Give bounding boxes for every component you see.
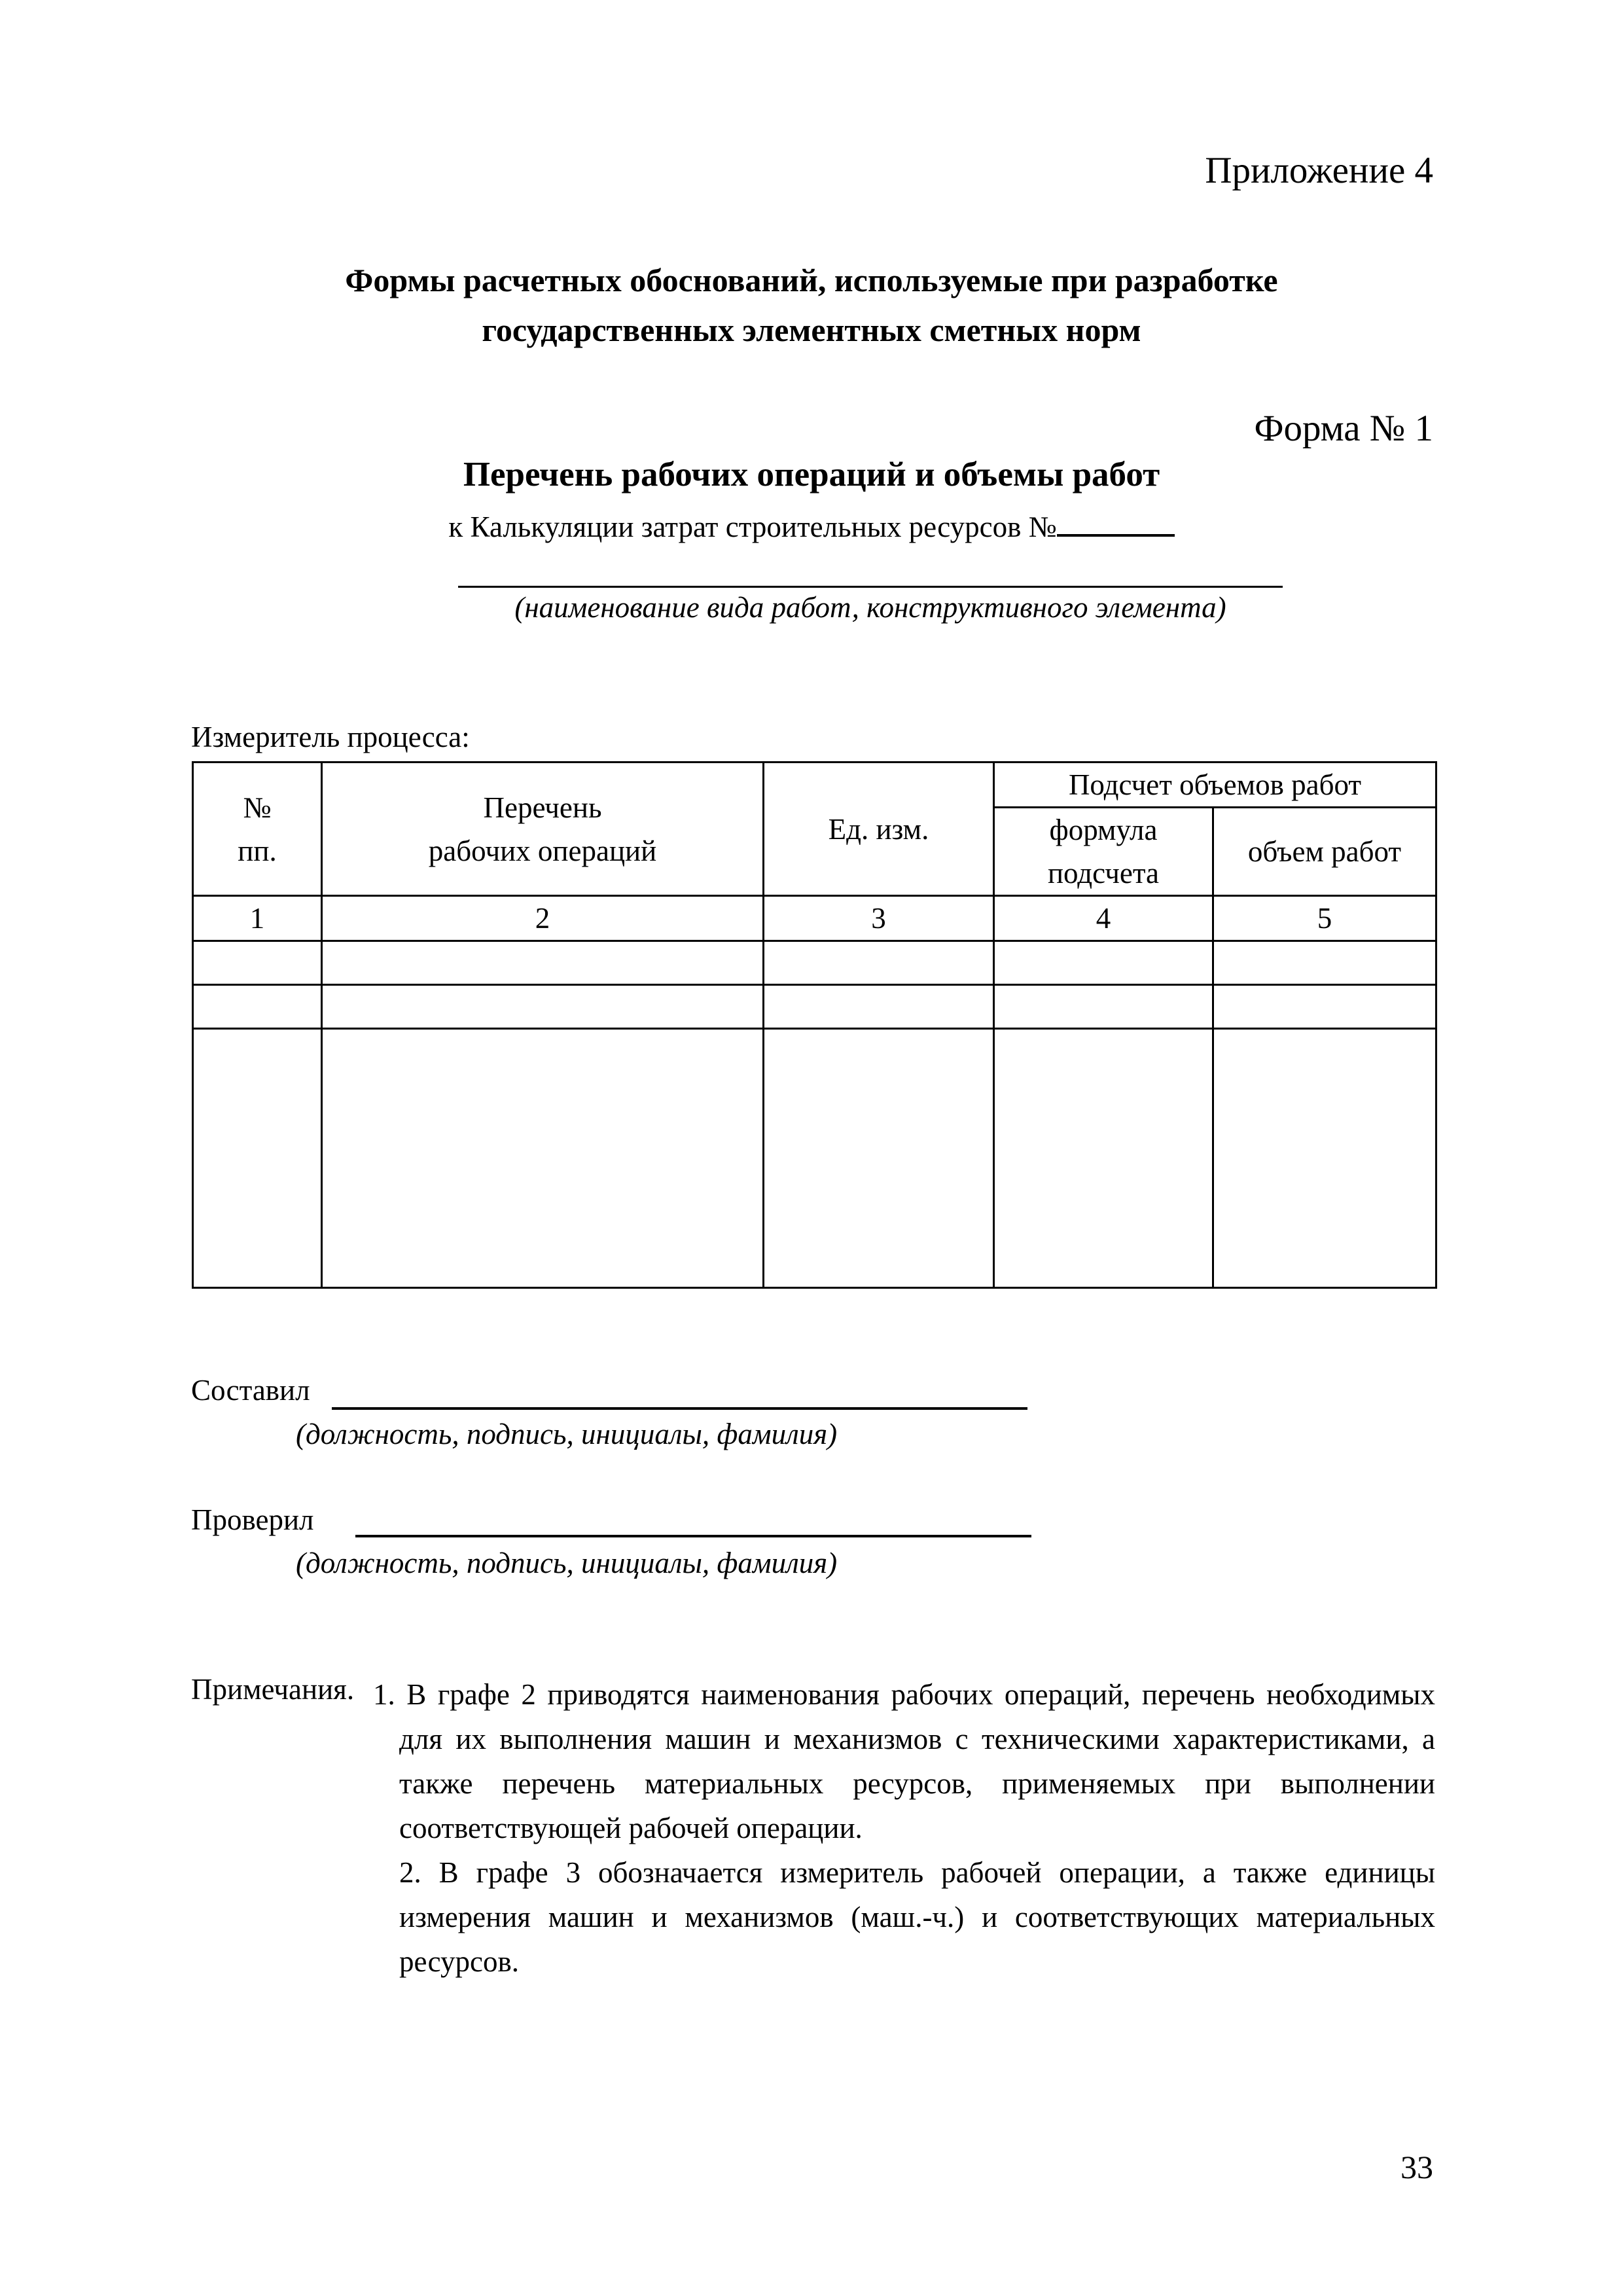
header-formula-line1: формула — [1049, 814, 1158, 846]
document-title-line1: Формы расчетных обоснований, используемые при разработке — [345, 262, 1278, 298]
header-number — [193, 762, 322, 896]
work-name-blank-line[interactable] — [458, 586, 1283, 588]
table-cell[interactable] — [322, 941, 764, 985]
table-cell[interactable] — [193, 985, 322, 1029]
column-number-2: 2 — [322, 896, 764, 941]
header-volume: объем работ — [1213, 808, 1436, 896]
column-number-5: 5 — [1213, 896, 1436, 941]
table-cell[interactable] — [764, 941, 994, 985]
header-operations-line2: рабочих операций — [428, 834, 657, 867]
operations-table — [192, 761, 1437, 1289]
checked-by-label: Проверил — [191, 1503, 314, 1536]
note-2: 2. В графе 3 обозначается измеритель рабочей операции, а также единицы измерения машин и механизмов (маш.-ч.) и соответствующих материальных ресурсов. — [399, 1856, 1435, 1978]
header-volume-calculation: Подсчет объемов работ — [994, 762, 1436, 808]
checked-by-signature-line[interactable] — [355, 1535, 1031, 1537]
compiled-by-label: Составил — [191, 1374, 310, 1407]
header-formula-line2: подсчета — [1047, 857, 1160, 889]
page-number: 33 — [1400, 2149, 1433, 2185]
form-number: Форма № 1 — [1254, 408, 1433, 449]
table-row — [193, 985, 1436, 1029]
form-title: Перечень рабочих операций и объемы работ — [463, 456, 1160, 493]
form-subtitle — [196, 508, 1427, 544]
column-number-4: 4 — [994, 896, 1213, 941]
notes-label: Примечания. — [191, 1673, 355, 1706]
table-cell[interactable] — [1213, 1029, 1436, 1288]
table-cell[interactable] — [1213, 985, 1436, 1029]
table-cell[interactable] — [994, 941, 1213, 985]
compiled-by-signature-line[interactable] — [332, 1407, 1027, 1410]
table-cell[interactable] — [994, 1029, 1213, 1288]
column-number-1: 1 — [193, 896, 322, 941]
table-cell[interactable] — [1213, 941, 1436, 985]
calculation-number-blank[interactable] — [1057, 508, 1175, 537]
table-cell[interactable] — [322, 1029, 764, 1288]
document-title — [196, 255, 1427, 355]
table-cell[interactable] — [764, 985, 994, 1029]
header-unit: Ед. изм. — [764, 762, 994, 896]
table-cell[interactable] — [994, 985, 1213, 1029]
table-cell[interactable] — [764, 1029, 994, 1288]
table-row — [193, 1029, 1436, 1288]
checked-by-caption: (должность, подпись, инициалы, фамилия) — [296, 1547, 838, 1579]
appendix-label: Приложение 4 — [1205, 150, 1433, 191]
note-1: 1. В графе 2 приводятся наименования рабочих операций, перечень необходимых для их выполнения машин и механизмов с техническими характеристиками, а также перечень материальных ресурсов, применяемых при выполнении соответствующей рабочей операции. — [373, 1678, 1435, 1844]
header-operations-line1: Перечень — [483, 791, 602, 824]
compiled-by-caption: (должность, подпись, инициалы, фамилия) — [296, 1418, 838, 1450]
header-operations — [322, 762, 764, 896]
work-name-caption: (наименование вида работ, конструктивного элемента) — [514, 591, 1226, 624]
table-row — [193, 941, 1436, 985]
header-number-line1: № — [243, 791, 272, 824]
header-formula — [994, 808, 1213, 896]
table-cell[interactable] — [322, 985, 764, 1029]
table-cell[interactable] — [193, 1029, 322, 1288]
table-column-numbers-row — [193, 896, 1436, 941]
column-number-3: 3 — [764, 896, 994, 941]
process-meter-label: Измеритель процесса: — [191, 721, 470, 753]
document-title-line2: государственных элементных сметных норм — [482, 312, 1141, 348]
form-subtitle-text: к Калькуляции затрат строительных ресурсов № — [448, 511, 1057, 543]
table-cell[interactable] — [193, 941, 322, 985]
table-header-row — [193, 762, 1436, 808]
header-number-line2: пп. — [238, 834, 277, 867]
